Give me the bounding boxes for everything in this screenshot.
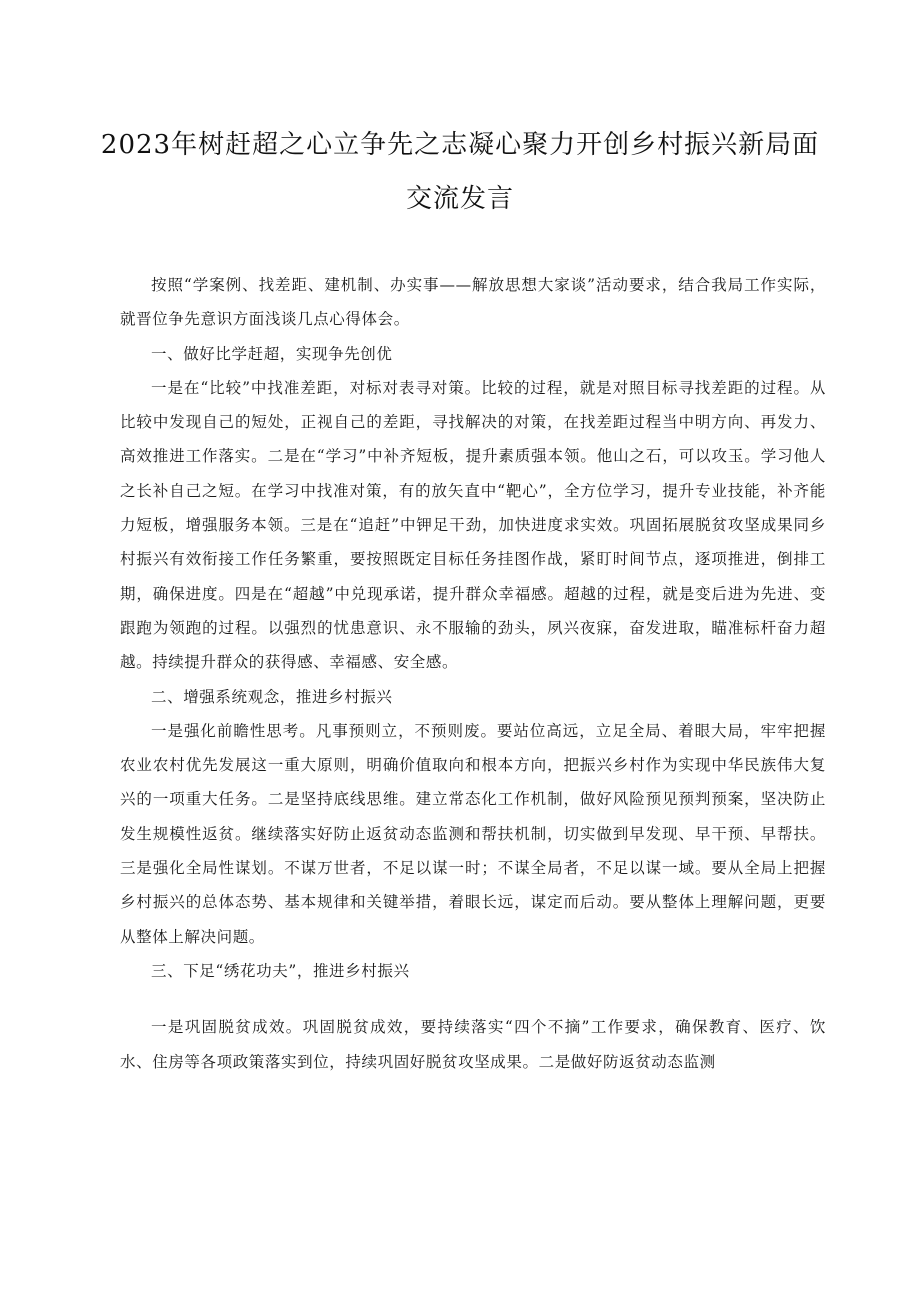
section-1-heading: 一、做好比学赶超，实现争先创优	[151, 344, 393, 363]
section-1-paragraph: 一是在“比较”中找准差距，对标对表寻对策。比较的过程，就是对照目标寻找差距的过程。从比较中发现自己的短处，正视自己的差距，寻找解决的对策，在找差距过程当中明方向、再发力、高效推进工作落实。二是在“学习”中补齐短板，提升素质强本领。他山之石，可以攻玉。学习他人之长补自己之短。在学习中找准对策，有的放矢直中“靶心”，全方位学习，提升专业技能，补齐能力短板，增强服务本领。三是在“追赶”中钾足干劲，加快进度求实效。巩固拓展脱贫攻坚成果同乡村振兴有效衔接工作任务繁重，要按照既定目标任务挂图作战，紧盯时间节点，逐项推进，倒排工期，确保进度。四是在“超越”中兑现承诺，提升群众幸福感。超越的过程，就是变后进为先进、变跟跑为领跑的过程。以强烈的忧患意识、永不服输的劲头，夙兴夜寐，奋发进取，瞄准标杆奋力超越。持续提升群众的获得感、幸福感、安全感。	[120, 378, 826, 672]
section-3-heading: 三、下足“绣花功夫”，推进乡村振兴	[151, 961, 410, 980]
section-3-paragraph: 一是巩固脱贫成效。巩固脱贫成效，要持续落实“四个不摘”工作要求，确保教育、医疗、饮水、住房等各项政策落实到位，持续巩固好脱贫攻坚成果。二是做好防返贫动态监测	[120, 1018, 826, 1071]
document-title: 2023年树赶超之心立争先之志凝心聚力开创乡村振兴新局面交流发言	[100, 130, 820, 214]
document-body	[120, 268, 826, 1079]
intro-paragraph: 按照“学案例、找差距、建机制、办实事——解放思想大家谈”活动要求，结合我局工作实际，就晋位争先意识方面浅谈几点心得体会。	[120, 276, 826, 329]
section-2-heading: 二、增强系统观念，推进乡村振兴	[151, 687, 393, 706]
paragraph-spacer	[120, 988, 826, 1010]
section-2-paragraph: 一是强化前瞻性思考。凡事预则立，不预则废。要站位高远，立足全局、着眼大局，牢牢把握农业农村优先发展这一重大原则，明确价值取向和根本方向，把振兴乡村作为实现中华民族伟大复兴的一项重大任务。二是坚持底线思维。建立常态化工作机制，做好风险预见预判预案，坚决防止发生规模性返贫。继续落实好防止返贫动态监测和帮扶机制，切实做到早发现、早干预、早帮扶。三是强化全局性谋划。不谋万世者，不足以谋一时；不谋全局者，不足以谋一域。要从全局上把握乡村振兴的总体态势、基本规律和关键举措，着眼长远，谋定而后动。要从整体上理解问题，更要从整体上解决问题。	[120, 721, 826, 946]
